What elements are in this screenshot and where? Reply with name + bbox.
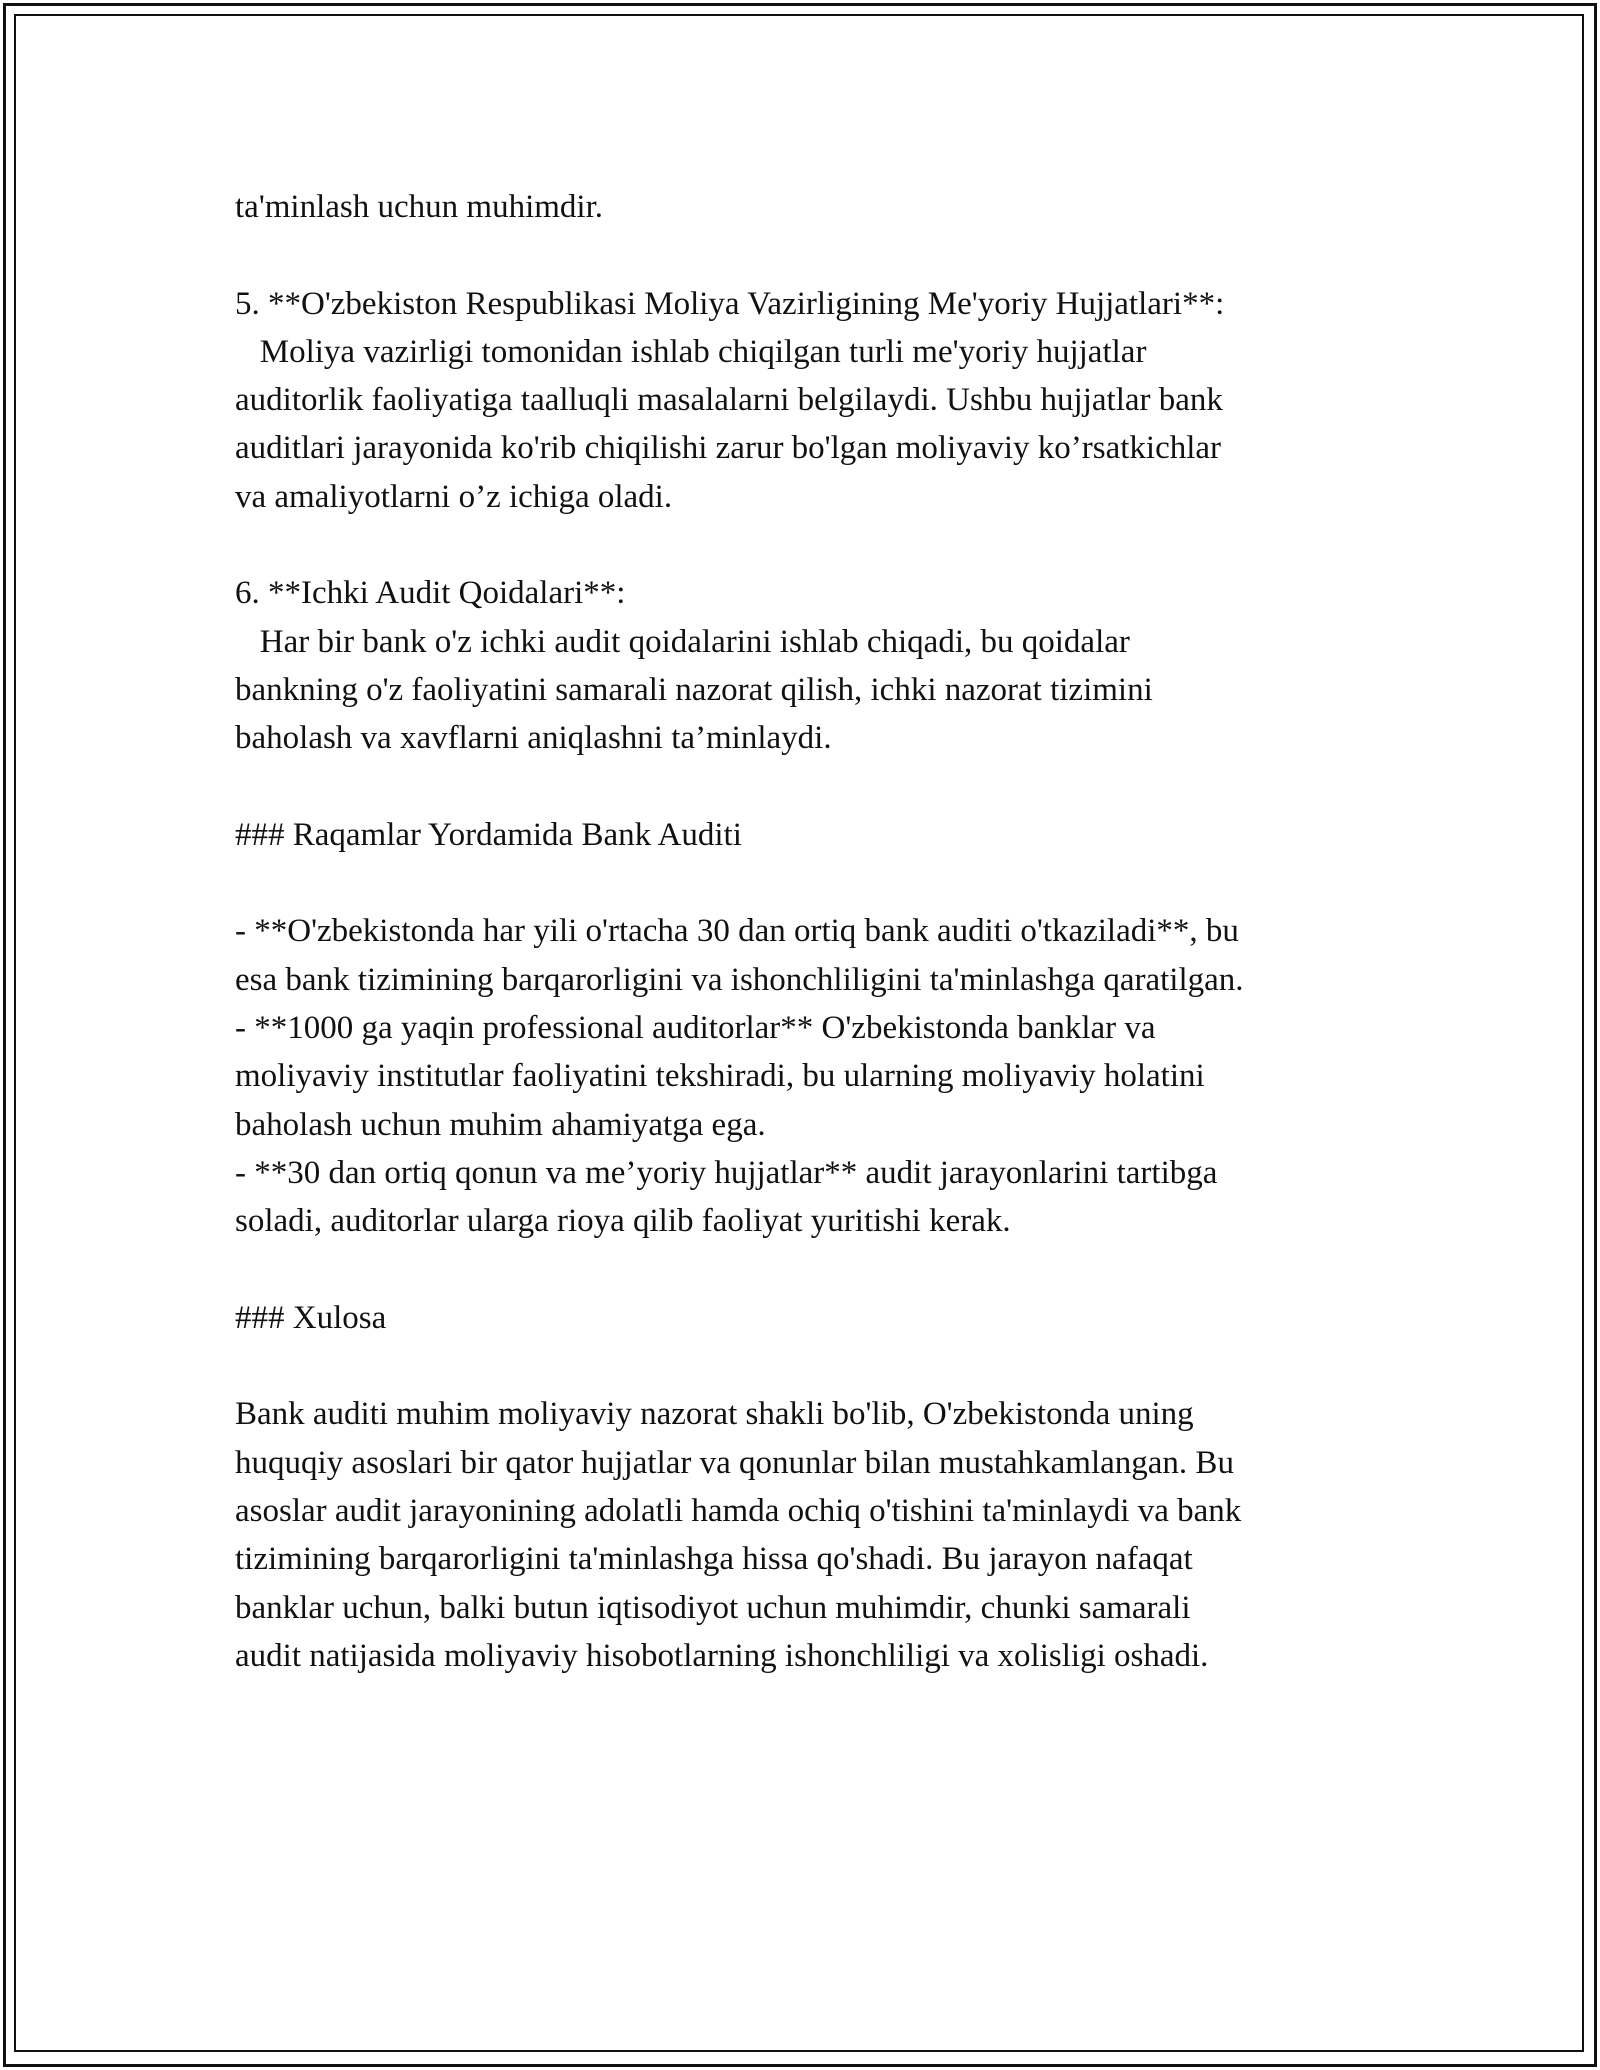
conclusion-line: tizimining barqarorligini ta'minlashga hissa qo'shadi. Bu jarayon nafaqat xyxy=(235,1541,1193,1578)
paragraph-gap xyxy=(235,763,1375,811)
section-6-line: bankning o'z faoliyatini samarali nazorat qilish, ichki nazorat tizimini xyxy=(235,671,1153,708)
section-6-heading: 6. **Ichki Audit Qoidalari**: xyxy=(235,575,626,612)
paragraph-gap xyxy=(235,1246,1375,1294)
conclusion-line: banklar uchun, balki butun iqtisodiyot uchun muhimdir, chunki samarali xyxy=(235,1589,1191,1626)
paragraph-gap xyxy=(235,231,1375,279)
document-body xyxy=(235,183,1375,1680)
numbers-line: moliyaviy institutlar faoliyatini tekshiradi, bu ularning moliyaviy holatini xyxy=(235,1058,1205,1095)
conclusion-line: audit natijasida moliyaviy hisobotlarning ishonchliligi va xolisligi oshadi. xyxy=(235,1637,1209,1674)
intro-line: ta'minlash uchun muhimdir. xyxy=(235,189,603,225)
section-5-heading: 5. **O'zbekiston Respublikasi Moliya Vazirligining Me'yoriy Hujjatlari**: xyxy=(235,285,1225,322)
section-6-line: baholash va xavflarni aniqlashni ta’minlaydi. xyxy=(235,720,832,757)
numbers-line: - **1000 ga yaqin professional auditorlar** O'zbekistonda banklar va xyxy=(235,1010,1156,1047)
conclusion-line: huquqiy asoslari bir qator hujjatlar va qonunlar bilan mustahkamlangan. Bu xyxy=(235,1444,1234,1481)
section-5-line: va amaliyotlarni o’z ichiga oladi. xyxy=(235,478,673,515)
numbers-line: - **O'zbekistonda har yili o'rtacha 30 dan ortiq bank auditi o'tkaziladi**, bu xyxy=(235,913,1239,950)
numbers-line: esa bank tizimining barqarorligini va ishonchliligini ta'minlashga qaratilgan. xyxy=(235,961,1244,998)
paragraph-gap xyxy=(235,1342,1375,1390)
numbers-line: - **30 dan ortiq qonun va me’yoriy hujjatlar** audit jarayonlarini tartibga xyxy=(235,1154,1218,1191)
conclusion-line: asoslar audit jarayonining adolatli hamda ochiq o'tishini ta'minlaydi va bank xyxy=(235,1493,1242,1530)
section-5-line: auditorlik faoliyatiga taalluqli masalalarni belgilaydi. Ushbu hujjatlar bank xyxy=(235,382,1223,419)
section-5-line: auditlari jarayonida ko'rib chiqilishi zarur bo'lgan moliyaviy ko’rsatkichlar xyxy=(235,430,1222,467)
numbers-list xyxy=(235,907,1375,1245)
numbers-line: soladi, auditorlar ularga rioya qilib faoliyat yuritishi kerak. xyxy=(235,1203,1011,1240)
section-5-line: Moliya vazirligi tomonidan ishlab chiqilgan turli me'yoriy hujjatlar xyxy=(235,333,1147,370)
conclusion-heading: ### Xulosa xyxy=(235,1299,387,1336)
paragraph-gap xyxy=(235,521,1375,569)
numbers-line: baholash uchun muhim ahamiyatga ega. xyxy=(235,1106,766,1143)
section-5 xyxy=(235,280,1375,521)
conclusion-paragraph xyxy=(235,1390,1375,1680)
numbers-heading: ### Raqamlar Yordamida Bank Auditi xyxy=(235,816,742,853)
section-6 xyxy=(235,569,1375,762)
section-6-line: Har bir bank o'z ichki audit qoidalarini ishlab chiqadi, bu qoidalar xyxy=(235,623,1130,660)
conclusion-line: Bank auditi muhim moliyaviy nazorat shakli bo'lib, O'zbekistonda uning xyxy=(235,1396,1194,1433)
paragraph-gap xyxy=(235,859,1375,907)
